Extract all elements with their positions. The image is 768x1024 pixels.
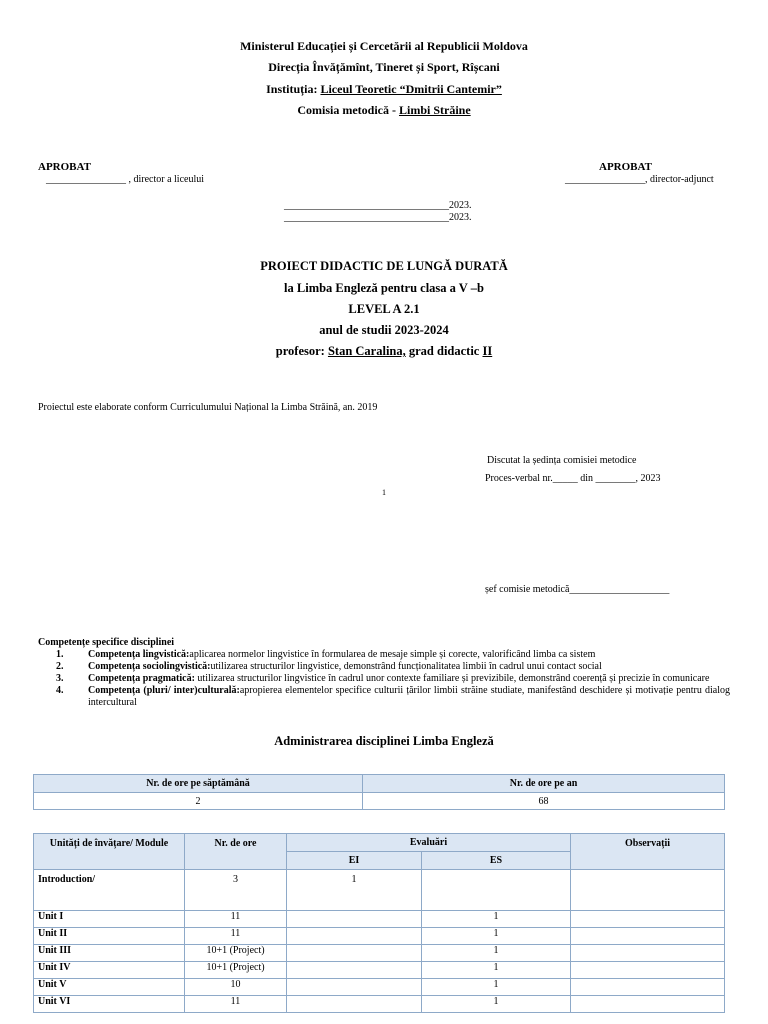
row-es: 1 [422,996,571,1013]
row-notes [571,911,725,928]
row-ei [287,996,422,1013]
row-hours: 11 [185,928,287,945]
row-notes [571,962,725,979]
row-hours: 10+1 (Project) [185,945,287,962]
table-row [34,962,725,979]
row-ei: 1 [287,870,422,911]
commission-name: Limbi Străine [398,103,471,117]
commission-heading [0,103,768,118]
approval-left-line: ________________ , director a liceului [46,174,205,185]
commission-head-line: șef comisie metodică____________________ [485,584,670,595]
grade-label: grad didactic [408,344,480,358]
col-evaluations: Evaluări [287,834,571,852]
school-year-line: anul de studii 2023-2024 [319,323,449,337]
administration-title: Administrarea disciplinei Limba Engleză [274,734,494,748]
row-module: Unit III [34,945,185,962]
row-hours: 10 [185,979,287,996]
row-notes [571,979,725,996]
competence-item [38,661,730,673]
competences-section [38,637,730,709]
row-notes [571,870,725,911]
hours-per-year-value: 68 [363,793,725,810]
table-row [34,945,725,962]
competence-item [38,685,730,709]
competence-number: 1. [56,649,64,660]
competence-name: Competența lingvistică: [88,649,190,660]
competence-number: 4. [56,685,64,696]
row-hours: 10+1 (Project) [185,962,287,979]
table-row [34,928,725,945]
approval-left-title: APROBAT [38,161,91,173]
col-hours-per-week: Nr. de ore pe săptămână [34,775,363,793]
col-module: Unități de învățare/ Module [34,834,185,870]
row-module: Unit I [34,911,185,928]
competences-list [38,649,730,709]
project-title: PROIECT DIDACTIC DE LUNGĂ DURATĂ [260,259,508,273]
institution-heading [0,82,768,97]
competence-text: utilizarea structurilor lingvistice, demonstrând funcționalitatea limbii în cadrul unui contact social [210,661,602,672]
approval-right-title: APROBAT [599,161,652,173]
discussion-line-1: Discutat la ședința comisiei metodice [487,455,637,466]
competences-title: Competențe specifice disciplinei [38,637,175,648]
row-notes [571,928,725,945]
row-hours: 11 [185,911,287,928]
ministry-heading: Ministerul Educației și Cercetării al Republicii Moldova [240,39,528,53]
competence-text: apropierea elementelor specifice culturii țărilor limbii străine studiate, manifestând deschidere și motivație pentru dialog intercultural [88,685,730,708]
approval-date-line-1: _________________________________2023. [284,200,472,211]
row-es [422,870,571,911]
approval-right-line: ________________, director-adjunct [565,174,714,185]
row-notes [571,945,725,962]
page-number: 1 [382,488,386,497]
col-hours: Nr. de ore [185,834,287,870]
row-module: Unit II [34,928,185,945]
competence-text: utilizarea structurilor lingvistice în cadrul unor contexte familiare și previzibile, demonstrând coerență și precizie în comunicare [194,673,710,684]
administration-table [33,774,725,810]
table-row [34,979,725,996]
col-hours-per-year: Nr. de ore pe an [363,775,725,793]
grade-value: II [482,344,493,358]
approval-date-line-2: _________________________________2023. [284,212,472,223]
row-es: 1 [422,911,571,928]
discussion-line-2: Proces-verbal nr._____ din ________, 2023 [485,473,661,484]
row-hours: 3 [185,870,287,911]
institution-name: Liceul Teoretic “Dmitrii Cantemir” [320,82,502,96]
teacher-name: Stan Caralina, [327,344,406,358]
competence-number: 3. [56,673,64,684]
competence-item [38,649,730,661]
row-es: 1 [422,928,571,945]
row-module: Unit V [34,979,185,996]
table-row [34,870,725,911]
competence-text: aplicarea normelor lingvistice în formularea de mesaje simple și corecte, valorificând limba ca sistem [189,649,596,660]
col-ei: EI [287,852,422,870]
row-ei [287,945,422,962]
row-es: 1 [422,945,571,962]
row-hours: 11 [185,996,287,1013]
table-row [34,911,725,928]
col-es: ES [422,852,571,870]
row-ei [287,962,422,979]
institution-label: Instituția: [266,82,318,96]
row-es: 1 [422,962,571,979]
row-ei [287,979,422,996]
competence-name: Competența (pluri/ inter)culturală: [88,685,240,696]
row-notes [571,996,725,1013]
col-notes: Observații [571,834,725,870]
row-es: 1 [422,979,571,996]
competence-item [38,673,730,685]
row-module: Unit VI [34,996,185,1013]
table-row [34,996,725,1013]
hours-per-week-value: 2 [34,793,363,810]
level-line: LEVEL A 2.1 [348,302,420,316]
commission-label: Comisia metodică - [297,103,396,117]
competence-name: Competența pragmatică: [88,673,195,684]
competence-name: Competența sociolingvistică: [88,661,211,672]
row-module: Introduction/ [34,870,185,911]
directorate-heading: Direcția Învățămînt, Tineret și Sport, Rîșcani [268,60,500,74]
competence-number: 2. [56,661,64,672]
subject-line: la Limba Engleză pentru clasa a V –b [284,281,484,295]
row-module: Unit IV [34,962,185,979]
teacher-label: profesor: [275,344,325,358]
curriculum-note: Proiectul este elaborate conform Curriculumului Național la Limba Străină, an. 2019 [38,402,378,413]
row-ei [287,911,422,928]
row-ei [287,928,422,945]
units-table [33,833,725,1013]
teacher-line [0,344,768,359]
